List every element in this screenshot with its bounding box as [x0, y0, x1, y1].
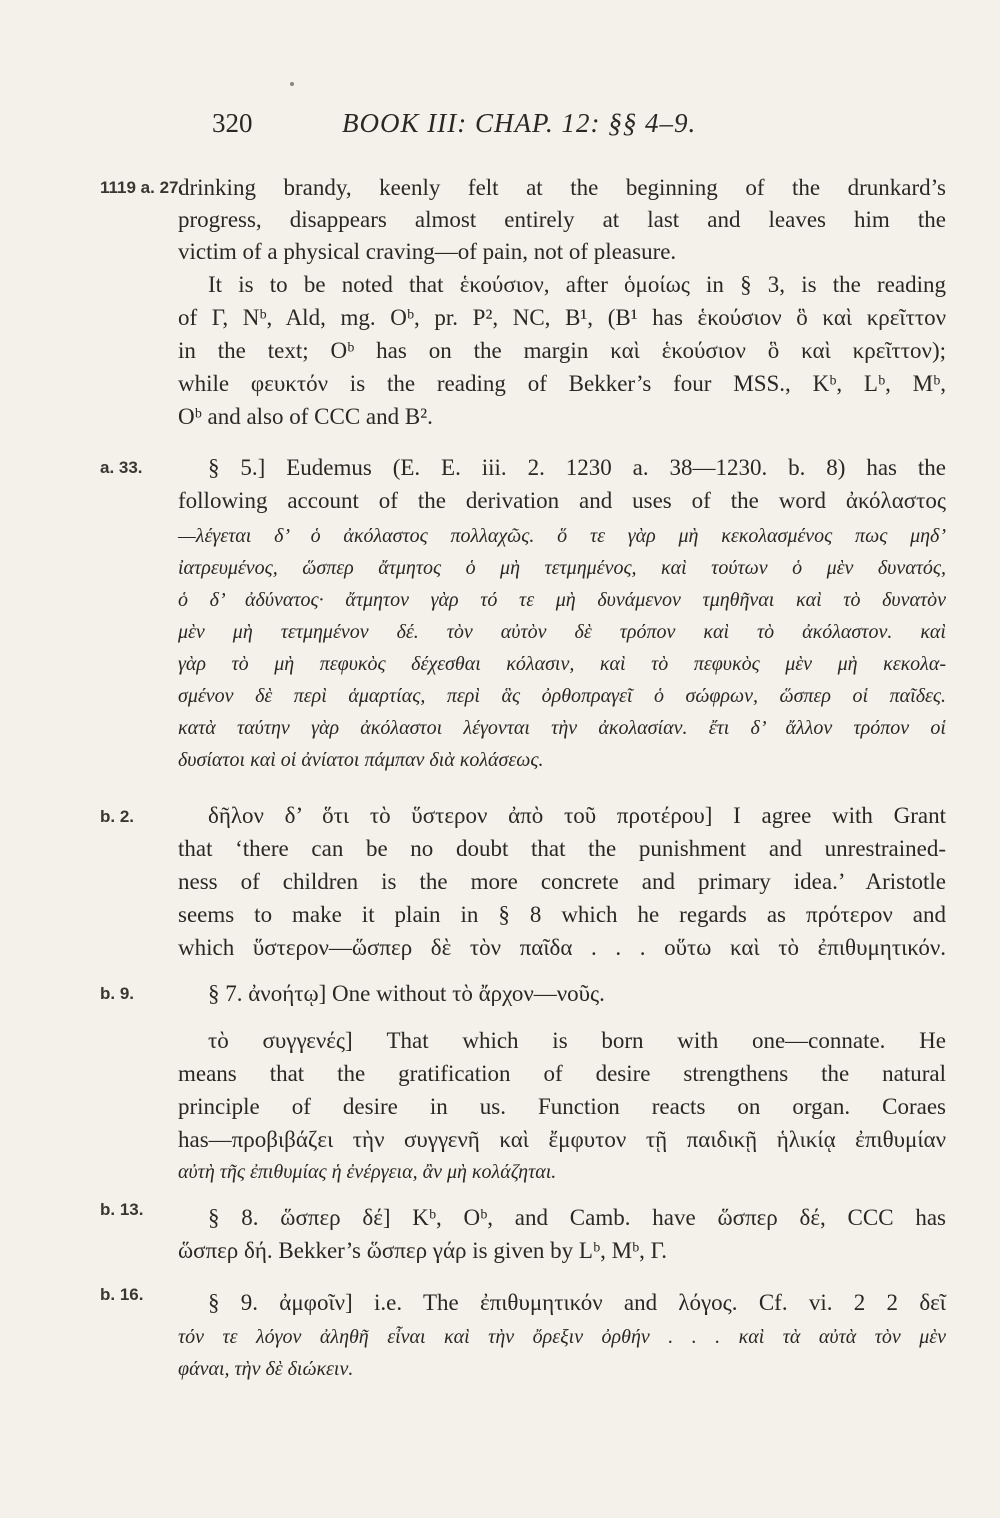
text-line: of Γ, Nᵇ, Ald, mg. Oᵇ, pr. P², NC, B¹, (B¹ has ἑκούσιον ὃ καὶ κρεῖττον [178, 305, 946, 330]
greek-quote-line: φάναι, τὴν δὲ διώκειν. [178, 1358, 354, 1380]
page-number: 320 [212, 108, 253, 138]
greek-quote-line: αὐτὴ τῆς ἐπιθυμίας ἡ ἐνέργεια, ἂν μὴ κολάζηται. [178, 1161, 557, 1183]
text-line: ὥσπερ δή. Bekker’s ὥσπερ γάρ is given by Lᵇ, Mᵇ, Γ. [178, 1238, 667, 1263]
text-line: drinking brandy, keenly felt at the beginning of the drunkard’s [178, 175, 946, 200]
text-line: victim of a physical craving—of pain, not of pleasure. [178, 239, 677, 264]
text-line: τὸ συγγενές] That which is born with one—connate. He [208, 1028, 946, 1053]
greek-quote-line: κατὰ ταύτην γὰρ ἀκόλαστοι λέγονται τὴν ἀκολασίαν. ἔτι δ’ ἄλλον τρόπον οἱ [178, 717, 946, 739]
text-line: Oᵇ and also of CCC and B². [178, 404, 433, 429]
text-line: § 7. ἀνοήτῳ] One without τὸ ἄρχον—νοῦς. [208, 981, 605, 1006]
text-line: in the text; Oᵇ has on the margin καὶ ἑκούσιον ὃ καὶ κρεῖττον); [178, 338, 946, 363]
print-speck [290, 82, 294, 86]
text-line: ness of children is the more concrete and primary idea.’ Aristotle [178, 869, 946, 894]
text-line: § 8. ὥσπερ δέ] Kᵇ, Oᵇ, and Camb. have ὥσπερ δέ, CCC has [208, 1205, 946, 1230]
text-line: has—προβιβάζει τὴν συγγενῆ καὶ ἔμφυτον τῇ παιδικῇ ἡλικίᾳ ἐπιθυμίαν [178, 1127, 946, 1152]
greek-quote-line: γὰρ τὸ μὴ πεφυκὸς δέχεσθαι κόλασιν, καὶ τὸ πεφυκὸς μὲν μὴ κεκολα- [178, 653, 946, 675]
page-header [212, 108, 812, 148]
margin-ref-b2: b. 2. [100, 807, 135, 826]
margin-ref-b16: b. 16. [100, 1285, 144, 1304]
greek-quote-line: ὁ δ’ ἀδύνατος· ἄτμητον γὰρ τό τε μὴ δυνάμενον τμηθῆναι καὶ τὸ δυνατὸν [178, 589, 946, 611]
text-line: seems to make it plain in § 8 which he regards as πρότερον and [178, 902, 946, 927]
text-line: means that the gratification of desire strengthens the natural [178, 1061, 946, 1086]
margin-ref-b13: b. 13. [100, 1200, 144, 1219]
greek-quote-line: ἰατρευμένος, ὥσπερ ἄτμητος ὁ μὴ τετμημένος, καὶ τούτων ὁ μὲν δυνατός, [178, 557, 946, 579]
text-line: principle of desire in us. Function reacts on organ. Coraes [178, 1094, 946, 1119]
text-line: § 9. ἀμφοῖν] i.e. The ἐπιθυμητικόν and λόγος. Cf. vi. 2 2 δεῖ [208, 1290, 946, 1315]
text-line: § 5.] Eudemus (E. E. iii. 2. 1230 a. 38—1230. b. 8) has the [208, 455, 946, 480]
text-line: It is to be noted that ἑκούσιον, after ὁμοίως in § 3, is the reading [208, 272, 946, 297]
text-line: which ὕστερον—ὥσπερ δὲ τὸν παῖδα . . . οὕτω καὶ τὸ ἐπιθυμητικόν. [178, 935, 946, 960]
greek-quote-line: μὲν μὴ τετμημένον δέ. τὸν αὐτὸν δὲ τρόπον καὶ τὸ ἀκόλαστον. καὶ [178, 621, 946, 643]
greek-quote-line: σμένον δὲ περὶ ἁμαρτίας, περὶ ἃς ὀρθοπραγεῖ ὁ σώφρων, ὥσπερ οἱ παῖδες. [178, 685, 946, 707]
text-line: while φευκτόν is the reading of Bekker’s four MSS., Kᵇ, Lᵇ, Mᵇ, [178, 371, 946, 396]
text-line: that ‘there can be no doubt that the punishment and unrestrained- [178, 836, 946, 861]
text-line: following account of the derivation and uses of the word ἀκόλαστος [178, 488, 946, 513]
text-line: δῆλον δ’ ὅτι τὸ ὕστερον ἀπὸ τοῦ προτέρου] I agree with Grant [208, 803, 946, 828]
text-line: progress, disappears almost entirely at last and leaves him the [178, 207, 946, 232]
margin-ref-1119a27: 1119 a. 27. [100, 178, 184, 197]
greek-quote-line: —λέγεται δ’ ὁ ἀκόλαστος πολλαχῶς. ὅ τε γὰρ μὴ κεκολασμένος πως μηδ’ [178, 525, 946, 547]
running-head: BOOK III: CHAP. 12: §§ 4–9. [342, 108, 697, 138]
greek-quote-line: τόν τε λόγον ἀληθῆ εἶναι καὶ τὴν ὄρεξιν ὀρθήν . . . καὶ τὰ αὐτὰ τὸν μὲν [178, 1326, 946, 1348]
greek-quote-line: δυσίατοι καὶ οἱ ἀνίατοι πάμπαν διὰ κολάσεως. [178, 749, 544, 771]
margin-ref-a33: a. 33. [100, 458, 143, 477]
margin-ref-b9: b. 9. [100, 984, 135, 1003]
